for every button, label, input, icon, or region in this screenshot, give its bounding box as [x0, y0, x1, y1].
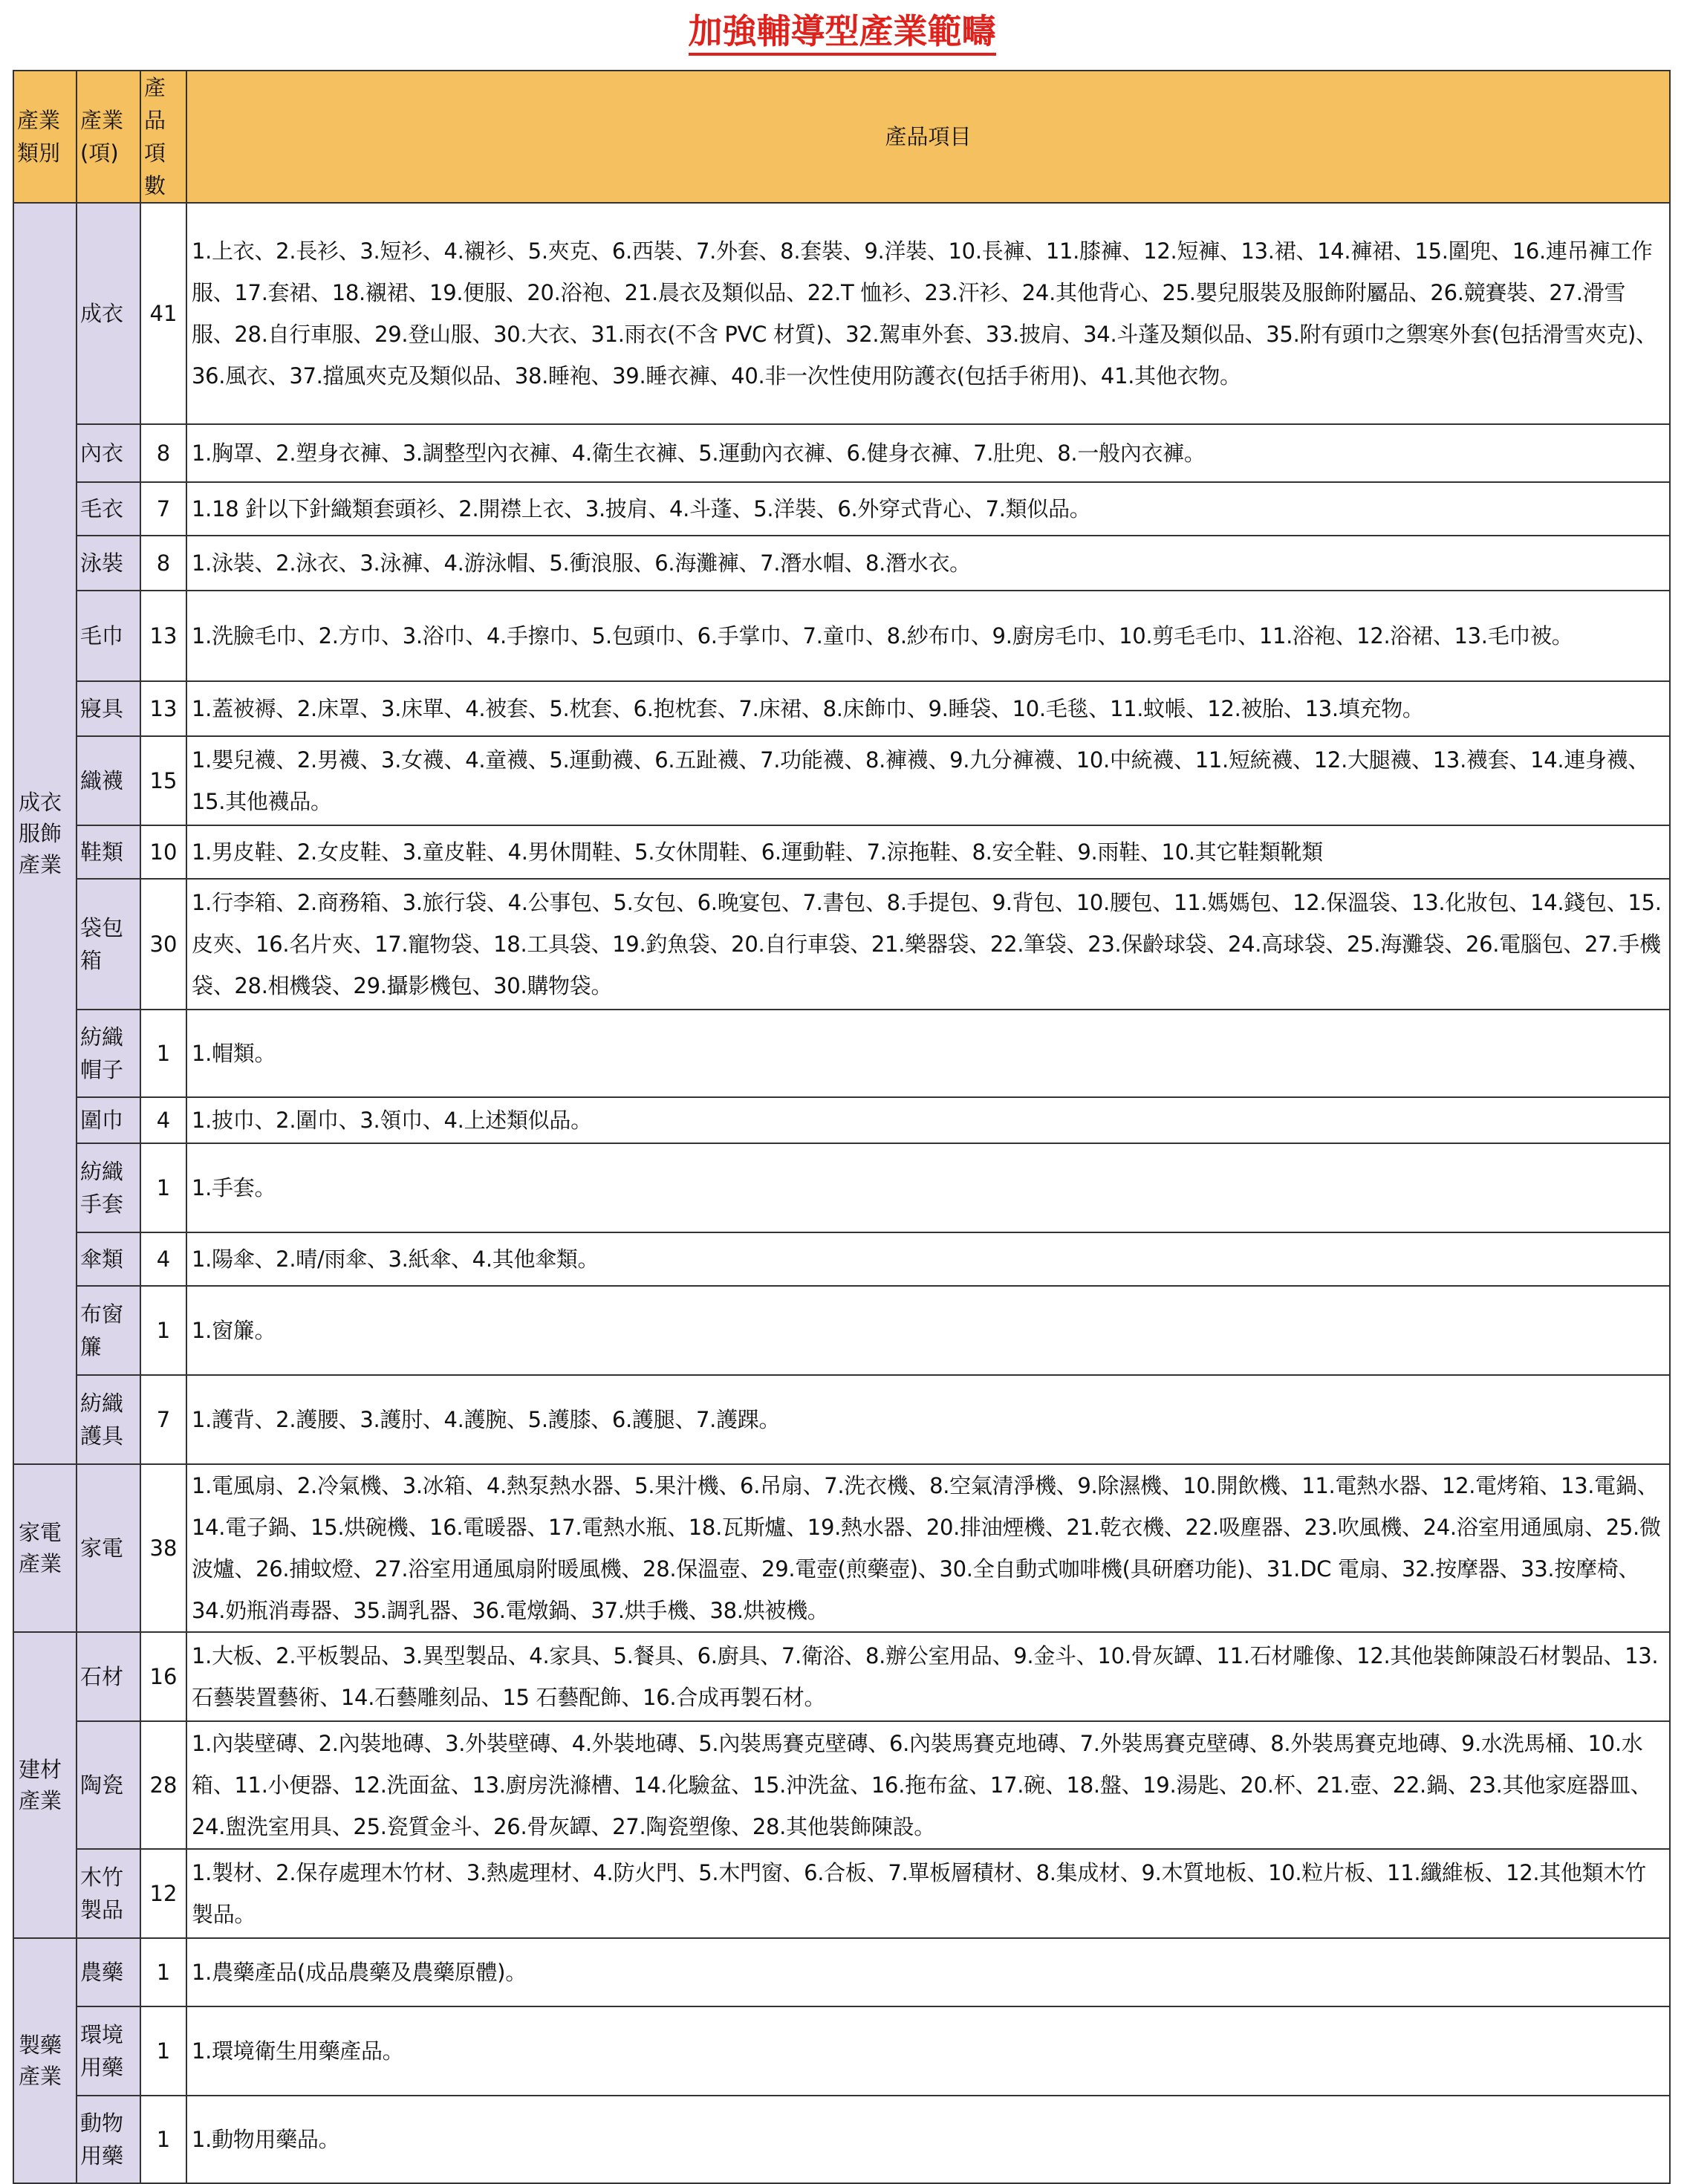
- industry-cell: 環境用藥: [77, 2006, 140, 2096]
- header-industry: 產業(項): [77, 71, 140, 203]
- items-cell: 1.農藥產品(成品農藥及農藥原體)。: [186, 1938, 1670, 2006]
- table-row: [13, 424, 1670, 482]
- industry-cell: 布窗簾: [77, 1286, 140, 1375]
- industry-cell: 寢具: [77, 681, 140, 736]
- items-cell: 1.泳裝、2.泳衣、3.泳褲、4.游泳帽、5.衝浪服、6.海灘褲、7.潛水帽、8.潛水衣。: [186, 536, 1670, 591]
- table-row: [13, 1286, 1670, 1375]
- table-row: [13, 879, 1670, 1010]
- category-cell: 成衣服飾產業: [13, 203, 77, 1464]
- table-row: [13, 825, 1670, 879]
- industry-cell: 泳裝: [77, 536, 140, 591]
- items-cell: 1.護背、2.護腰、3.護肘、4.護腕、5.護膝、6.護腿、7.護踝。: [186, 1375, 1670, 1464]
- count-cell: 4: [140, 1232, 186, 1286]
- table-row: [13, 1010, 1670, 1097]
- industry-cell: 農藥: [77, 1938, 140, 2006]
- table-row: [13, 1849, 1670, 1938]
- items-cell: 1.陽傘、2.晴/雨傘、3.紙傘、4.其他傘類。: [186, 1232, 1670, 1286]
- count-cell: 16: [140, 1632, 186, 1721]
- table-row: [13, 1143, 1670, 1232]
- items-cell: 1.窗簾。: [186, 1286, 1670, 1375]
- industry-cell: 紡織手套: [77, 1143, 140, 1232]
- items-cell: 1.帽類。: [186, 1010, 1670, 1097]
- table-row: [13, 1375, 1670, 1464]
- table-row: [13, 736, 1670, 825]
- items-cell: 1.大板、2.平板製品、3.異型製品、4.家具、5.餐具、6.廚具、7.衛浴、8.辦公室用品、9.金斗、10.骨灰罈、11.石材雕像、12.其他裝飾陳設石材製品、13.石藝裝置藝術、14.石藝雕刻品、15 石藝配飾、16.合成再製石材。: [186, 1632, 1670, 1721]
- items-cell: 1.胸罩、2.塑身衣褲、3.調整型內衣褲、4.衛生衣褲、5.運動內衣褲、6.健身衣褲、7.肚兜、8.一般內衣褲。: [186, 424, 1670, 482]
- industry-cell: 陶瓷: [77, 1721, 140, 1849]
- table-row: [13, 1721, 1670, 1849]
- header-row: [13, 71, 1670, 203]
- count-cell: 28: [140, 1721, 186, 1849]
- items-cell: 1.蓋被褥、2.床罩、3.床單、4.被套、5.枕套、6.抱枕套、7.床裙、8.床飾巾、9.睡袋、10.毛毯、11.蚊帳、12.被胎、13.填充物。: [186, 681, 1670, 736]
- category-cell: 家電產業: [13, 1464, 77, 1632]
- count-cell: 4: [140, 1097, 186, 1143]
- industry-cell: 紡織帽子: [77, 1010, 140, 1097]
- industry-cell: 袋包箱: [77, 879, 140, 1010]
- count-cell: 1: [140, 1010, 186, 1097]
- industry-cell: 動物用藥: [77, 2096, 140, 2183]
- industry-cell: 木竹製品: [77, 1849, 140, 1938]
- industry-cell: 圍巾: [77, 1097, 140, 1143]
- items-cell: 1.洗臉毛巾、2.方巾、3.浴巾、4.手擦巾、5.包頭巾、6.手掌巾、7.童巾、8.紗布巾、9.廚房毛巾、10.剪毛毛巾、11.浴袍、12.浴裙、13.毛巾被。: [186, 591, 1670, 681]
- items-cell: 1.行李箱、2.商務箱、3.旅行袋、4.公事包、5.女包、6.晚宴包、7.書包、8.手提包、9.背包、10.腰包、11.媽媽包、12.保溫袋、13.化妝包、14.錢包、15.皮夾、16.名片夾、17.寵物袋、18.工具袋、19.釣魚袋、20.自行車袋、21.樂器袋、22.筆袋、23.保齡球袋、24.高球袋、25.海灘袋、26.電腦包、27.手機袋、28.相機袋、29.攝影機包、30.購物袋。: [186, 879, 1670, 1010]
- header-count: 產品項數: [140, 71, 186, 203]
- count-cell: 13: [140, 681, 186, 736]
- items-cell: 1.手套。: [186, 1143, 1670, 1232]
- items-cell: 1.內裝壁磚、2.內裝地磚、3.外裝壁磚、4.外裝地磚、5.內裝馬賽克壁磚、6.內裝馬賽克地磚、7.外裝馬賽克壁磚、8.外裝馬賽克地磚、9.水洗馬桶、10.水箱、11.小便器、12.洗面盆、13.廚房洗滌槽、14.化驗盆、15.沖洗盆、16.拖布盆、17.碗、18.盤、19.湯匙、20.杯、21.壺、22.鍋、23.其他家庭器皿、24.盥洗室用具、25.瓷質金斗、26.骨灰罈、27.陶瓷塑像、28.其他裝飾陳設。: [186, 1721, 1670, 1849]
- items-cell: 1.動物用藥品。: [186, 2096, 1670, 2183]
- industry-cell: 石材: [77, 1632, 140, 1721]
- count-cell: 10: [140, 825, 186, 879]
- count-cell: 8: [140, 424, 186, 482]
- table-row: [13, 482, 1670, 536]
- category-cell: 建材產業: [13, 1632, 77, 1938]
- industry-cell: 成衣: [77, 203, 140, 424]
- header-category: 產業類別: [13, 71, 77, 203]
- table-row: [13, 2006, 1670, 2096]
- industry-table: [13, 70, 1671, 2184]
- count-cell: 41: [140, 203, 186, 424]
- count-cell: 7: [140, 1375, 186, 1464]
- table-row: [13, 591, 1670, 681]
- table-row: [13, 1938, 1670, 2006]
- items-cell: 1.嬰兒襪、2.男襪、3.女襪、4.童襪、5.運動襪、6.五趾襪、7.功能襪、8.褲襪、9.九分褲襪、10.中統襪、11.短統襪、12.大腿襪、13.襪套、14.連身襪、15.其他襪品。: [186, 736, 1670, 825]
- industry-cell: 織襪: [77, 736, 140, 825]
- count-cell: 12: [140, 1849, 186, 1938]
- count-cell: 1: [140, 1286, 186, 1375]
- header-items: 產品項目: [186, 71, 1670, 203]
- table-row: [13, 1632, 1670, 1721]
- table-row: [13, 1464, 1670, 1632]
- items-cell: 1.製材、2.保存處理木竹材、3.熱處理材、4.防火門、5.木門窗、6.合板、7.單板層積材、8.集成材、9.木質地板、10.粒片板、11.纖維板、12.其他類木竹製品。: [186, 1849, 1670, 1938]
- count-cell: 1: [140, 2096, 186, 2183]
- industry-cell: 內衣: [77, 424, 140, 482]
- items-cell: 1.環境衛生用藥產品。: [186, 2006, 1670, 2096]
- industry-cell: 毛巾: [77, 591, 140, 681]
- document-title-text: 加強輔導型產業範疇: [689, 11, 996, 56]
- items-cell: 1.電風扇、2.冷氣機、3.冰箱、4.熱泵熱水器、5.果汁機、6.吊扇、7.洗衣機、8.空氣清淨機、9.除濕機、10.開飲機、11.電熱水器、12.電烤箱、13.電鍋、14.電子鍋、15.烘碗機、16.電暖器、17.電熱水瓶、18.瓦斯爐、19.熱水器、20.排油煙機、21.乾衣機、22.吸塵器、23.吹風機、24.浴室用通風扇、25.微波爐、26.捕蚊燈、27.浴室用通風扇附暖風機、28.保溫壺、29.電壺(煎藥壺)、30.全自動式咖啡機(具研磨功能)、31.DC 電扇、32.按摩器、33.按摩椅、34.奶瓶消毒器、35.調乳器、36.電燉鍋、37.烘手機、38.烘被機。: [186, 1464, 1670, 1632]
- industry-cell: 紡織護具: [77, 1375, 140, 1464]
- industry-cell: 家電: [77, 1464, 140, 1632]
- table-row: [13, 536, 1670, 591]
- count-cell: 38: [140, 1464, 186, 1632]
- industry-cell: 毛衣: [77, 482, 140, 536]
- count-cell: 13: [140, 591, 186, 681]
- items-cell: 1.披巾、2.圍巾、3.領巾、4.上述類似品。: [186, 1097, 1670, 1143]
- table-row: [13, 1097, 1670, 1143]
- items-cell: 1.18 針以下針織類套頭衫、2.開襟上衣、3.披肩、4.斗蓬、5.洋裝、6.外穿式背心、7.類似品。: [186, 482, 1670, 536]
- industry-cell: 鞋類: [77, 825, 140, 879]
- table-row: [13, 681, 1670, 736]
- items-cell: 1.上衣、2.長衫、3.短衫、4.襯衫、5.夾克、6.西裝、7.外套、8.套裝、9.洋裝、10.長褲、11.膝褲、12.短褲、13.裙、14.褲裙、15.圍兜、16.連吊褲工作服、17.套裙、18.襯裙、19.便服、20.浴袍、21.晨衣及類似品、22.T 恤衫、23.汗衫、24.其他背心、25.嬰兒服裝及服飾附屬品、26.競賽裝、27.滑雪服、28.自行車服、29.登山服、30.大衣、31.雨衣(不含 PVC 材質)、32.駕車外套、33.披肩、34.斗蓬及類似品、35.附有頭巾之禦寒外套(包括滑雪夾克)、36.風衣、37.擋風夾克及類似品、38.睡袍、39.睡衣褲、40.非一次性使用防護衣(包括手術用)、41.其他衣物。: [186, 203, 1670, 424]
- count-cell: 1: [140, 1938, 186, 2006]
- count-cell: 8: [140, 536, 186, 591]
- items-cell: 1.男皮鞋、2.女皮鞋、3.童皮鞋、4.男休閒鞋、5.女休閒鞋、6.運動鞋、7.涼拖鞋、8.安全鞋、9.雨鞋、10.其它鞋類靴類: [186, 825, 1670, 879]
- category-cell: 製藥產業: [13, 1938, 77, 2183]
- count-cell: 7: [140, 482, 186, 536]
- table-row: [13, 1232, 1670, 1286]
- industry-cell: 傘類: [77, 1232, 140, 1286]
- table-row: [13, 2096, 1670, 2183]
- count-cell: 15: [140, 736, 186, 825]
- count-cell: 30: [140, 879, 186, 1010]
- count-cell: 1: [140, 1143, 186, 1232]
- document-title: [0, 4, 1684, 58]
- count-cell: 1: [140, 2006, 186, 2096]
- table-row: [13, 203, 1670, 424]
